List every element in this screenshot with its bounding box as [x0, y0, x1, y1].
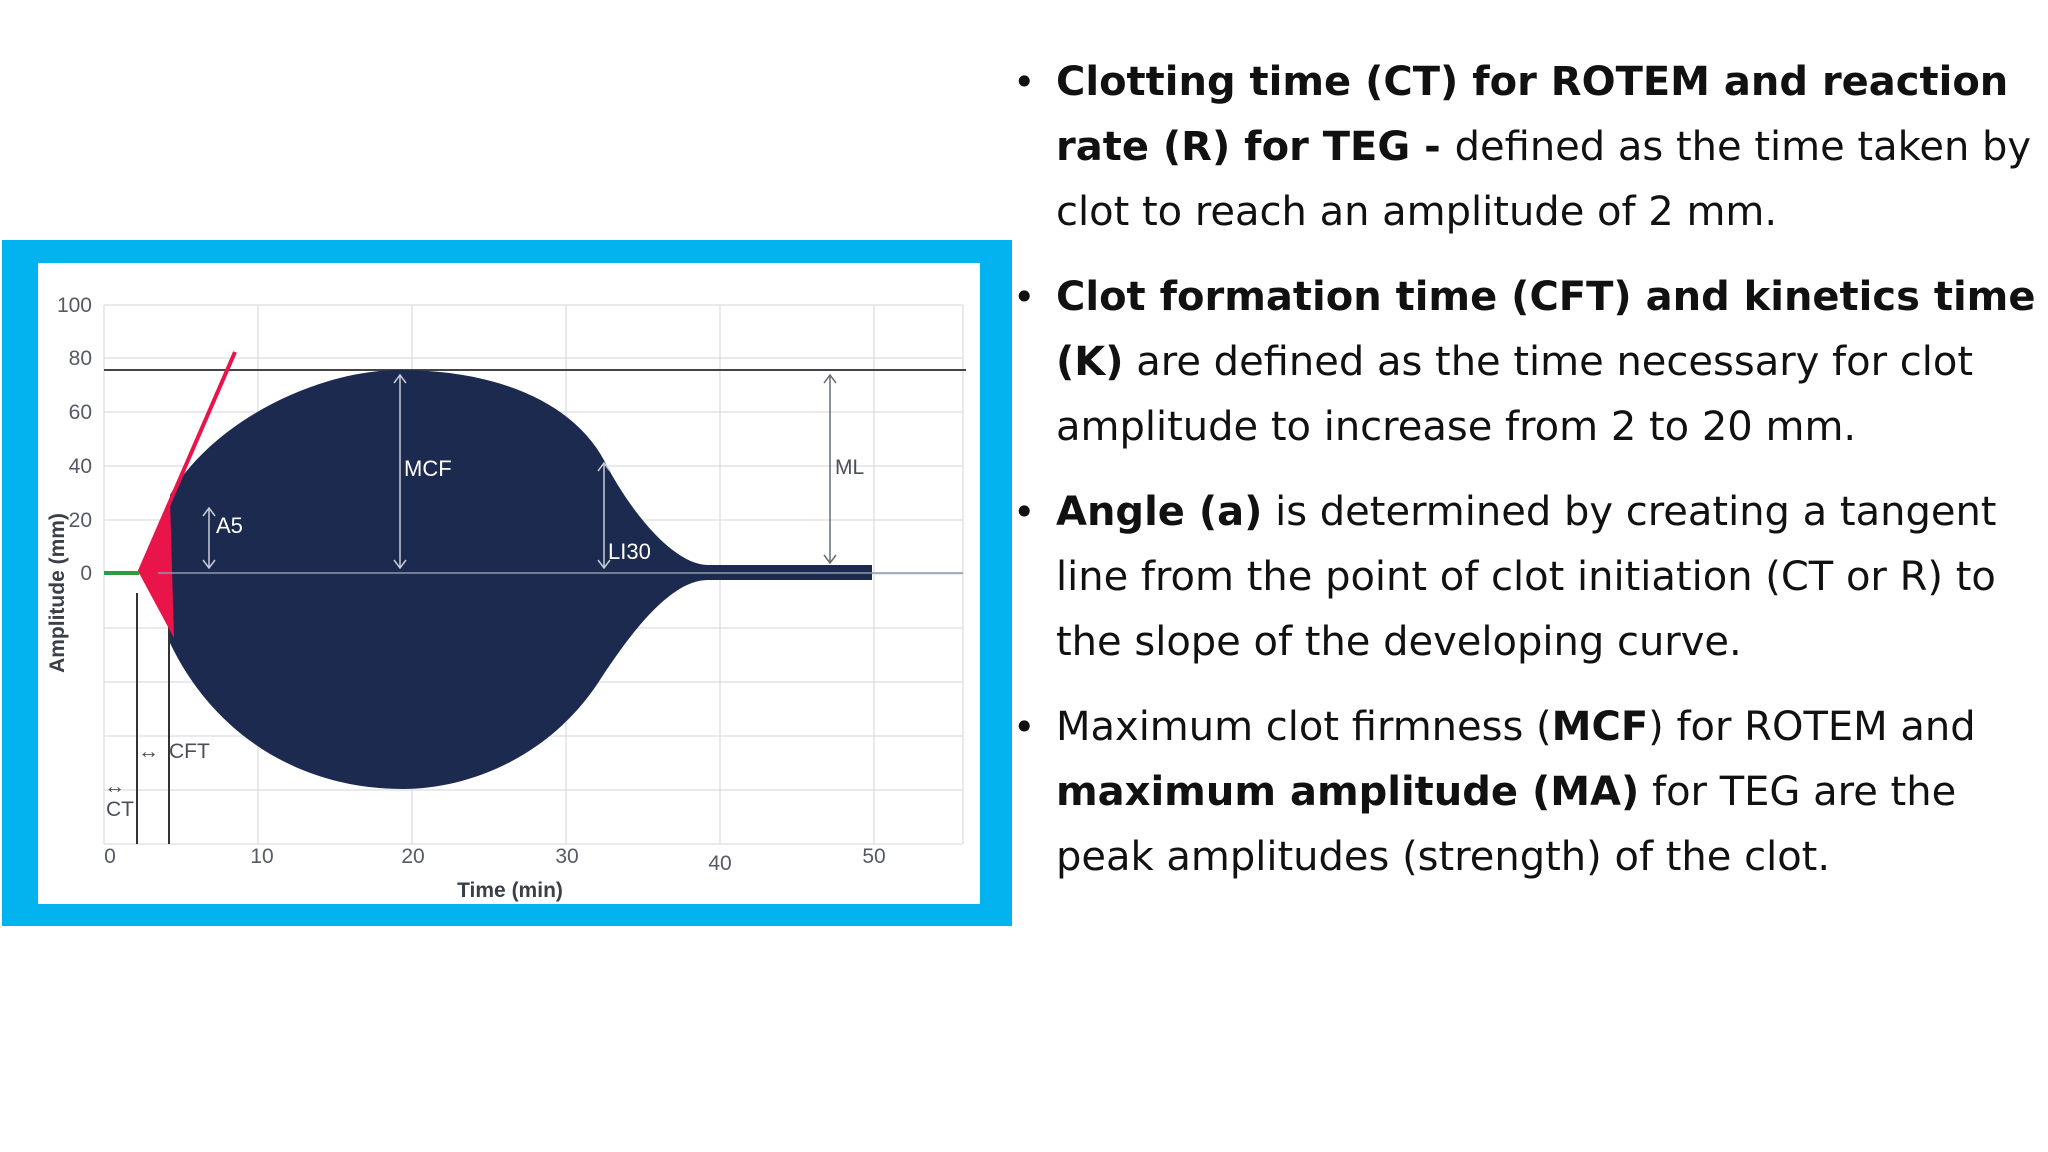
bullet-mcf-bold-2: maximum amplitude (MA)	[1056, 769, 1640, 815]
x-tick-label: 0	[104, 845, 116, 868]
x-tick-label: 20	[401, 845, 425, 868]
ct-arrow-glyph: ↔	[104, 775, 125, 798]
x-tick-label: 50	[862, 845, 886, 868]
y-tick-label: 100	[56, 294, 92, 317]
bullet-mcf-bold-1: MCF	[1551, 704, 1649, 750]
angle-wedge	[139, 498, 174, 638]
bullet-angle-bold: Angle (a)	[1056, 489, 1263, 535]
mcf-label: MCF	[404, 456, 452, 481]
bullet-mcf-text-1: Maximum clot firmness (	[1056, 704, 1552, 750]
y-tick-label: 80	[68, 347, 92, 370]
bullet-angle	[1008, 480, 2038, 675]
rotem-trace-diagram	[38, 263, 980, 904]
x-tick-label: 10	[250, 845, 274, 868]
bullet-cft	[1008, 265, 2038, 460]
figure-frame	[2, 240, 1012, 926]
cft-label: CFT	[169, 740, 210, 763]
y-axis-title: Amplitude (mm)	[46, 513, 69, 673]
ct-label: CT	[106, 798, 134, 821]
bullet-mcf-text-2: ) for ROTEM and	[1648, 704, 1976, 750]
bullet-mcf	[1008, 695, 2038, 890]
y-tick-label: 20	[68, 509, 92, 532]
x-tick-label: 40	[708, 852, 732, 875]
bullet-ct-bold: Clotting time (CT) for ROTEM and reaction rate (R) for TEG -	[1056, 59, 2009, 170]
bullet-cft-text: are defined as the time necessary for clot amplitude to increase from 2 to 20 mm.	[1056, 339, 1974, 450]
cft-arrow-glyph: ↔	[138, 740, 159, 763]
li30-label: LI30	[608, 539, 651, 564]
ml-label: ML	[835, 456, 865, 479]
bullet-mcf-text-3: for TEG are the peak amplitudes (strength) of the clot.	[1056, 769, 1957, 880]
definition-list	[1008, 50, 2038, 910]
y-tick-label: 60	[68, 401, 92, 424]
bullet-angle-text: is determined by creating a tangent line from the point of clot initiation (CT or R) to the slope of the developing curve.	[1056, 489, 1997, 665]
clot-curve	[170, 370, 708, 789]
x-tick-labels	[104, 845, 886, 875]
y-tick-label: 0	[80, 562, 92, 585]
bullet-ct-text: defined as the time taken by clot to reach an amplitude of 2 mm.	[1056, 124, 2032, 235]
y-tick-label: 40	[68, 455, 92, 478]
figure-panel	[38, 263, 980, 904]
a5-label: A5	[216, 513, 243, 538]
bullet-ct	[1008, 50, 2038, 245]
x-tick-label: 30	[555, 845, 579, 868]
bullet-cft-bold: Clot formation time (CFT) and kinetics time (K)	[1056, 274, 2036, 385]
x-axis-title: Time (min)	[457, 879, 563, 902]
